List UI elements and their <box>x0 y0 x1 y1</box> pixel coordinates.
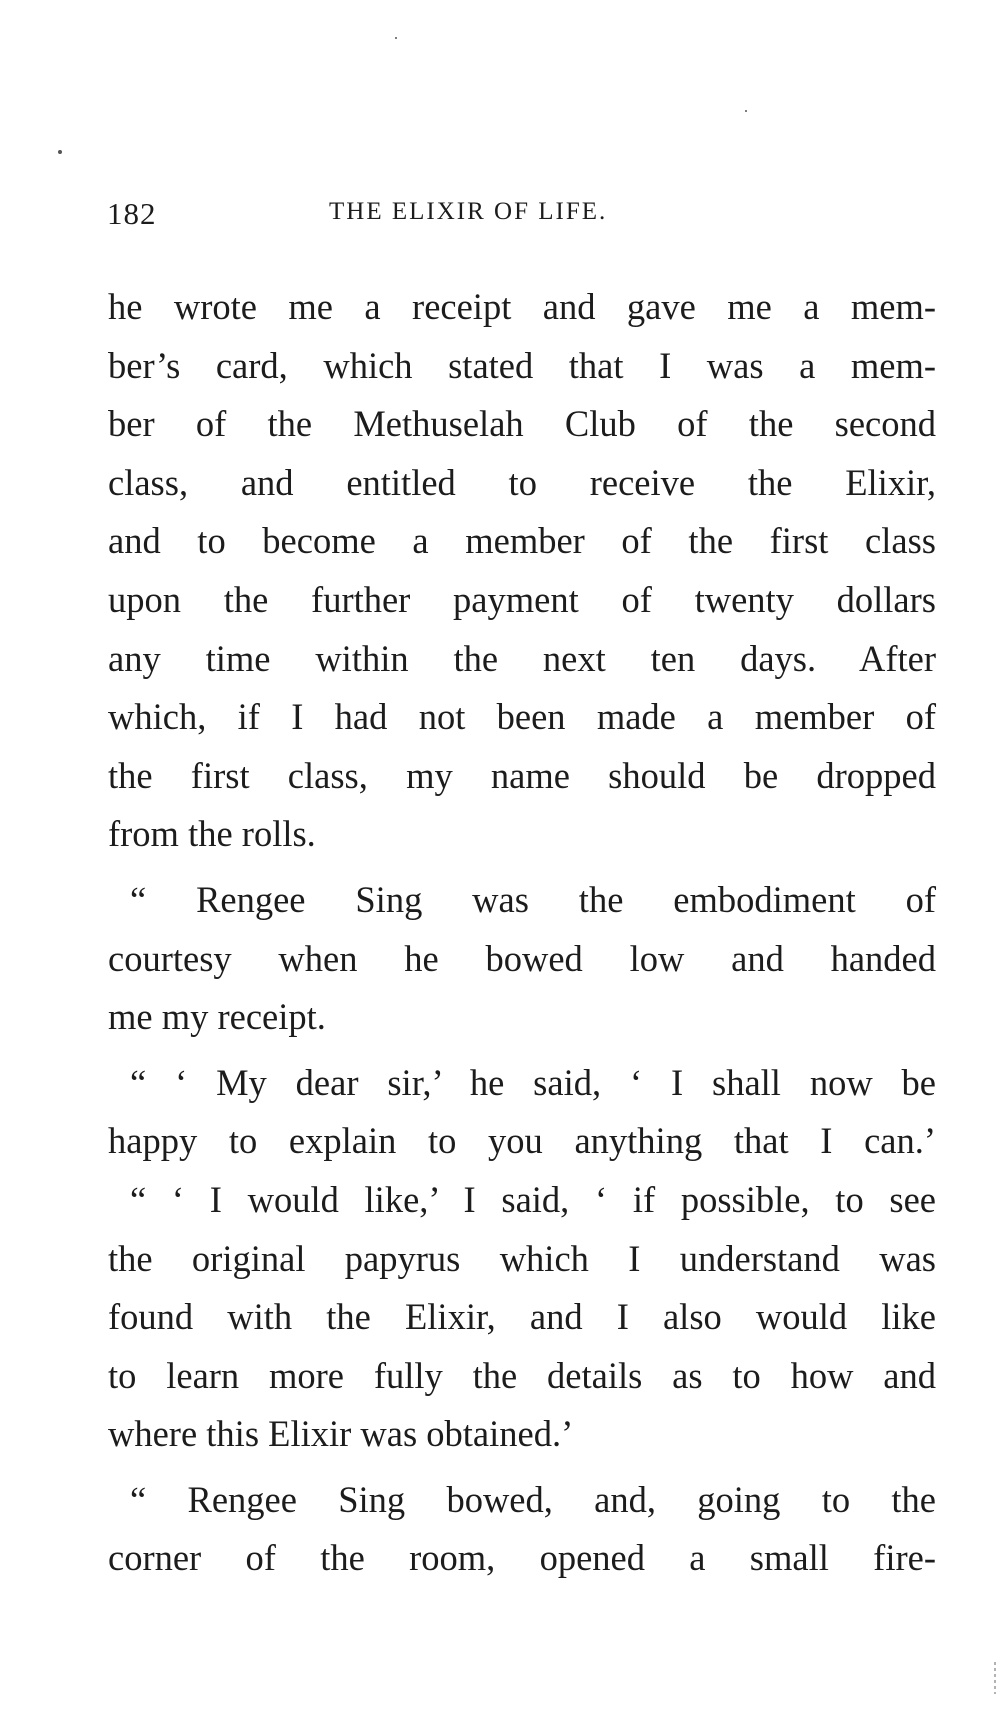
text-line: the first class, my name should be dropped <box>108 754 936 796</box>
text-line: me my receipt. <box>108 996 326 1038</box>
text-line: to learn more fully the details as to how and <box>108 1354 936 1396</box>
text-line: the original papyrus which I understand was <box>108 1237 936 1279</box>
paper-speck <box>745 110 747 112</box>
paragraph <box>108 1471 936 1588</box>
text-line: upon the further payment of twenty dollars <box>108 578 936 620</box>
paragraph <box>108 1054 936 1171</box>
text-line: “ ‘ My dear sir,’ he said, ‘ I shall now be <box>130 1061 936 1103</box>
body-text <box>108 278 936 1588</box>
text-line: found with the Elixir, and I also would like <box>108 1296 936 1338</box>
text-line: happy to explain to you anything that I can.’ <box>108 1120 936 1162</box>
text-line: any time within the next ten days. After <box>108 637 936 679</box>
text-line: “ Rengee Sing was the embodiment of <box>130 878 936 920</box>
text-line: ber’s card, which stated that I was a mem- <box>108 344 936 386</box>
text-line: “ Rengee Sing bowed, and, going to the <box>130 1478 936 1520</box>
page-number: 182 <box>107 196 157 231</box>
text-line: ber of the Methuselah Club of the second <box>108 403 936 445</box>
text-line: which, if I had not been made a member of <box>108 696 936 738</box>
paragraph <box>108 278 936 864</box>
text-line: where this Elixir was obtained.’ <box>108 1413 574 1455</box>
text-line: “ ‘ I would like,’ I said, ‘ if possible, to see <box>130 1178 936 1220</box>
text-line: corner of the room, opened a small fire- <box>108 1537 936 1579</box>
text-line: class, and entitled to receive the Elixir, <box>108 461 936 503</box>
text-line: courtesy when he bowed low and handed <box>108 937 936 979</box>
running-title: THE ELIXIR OF LIFE. <box>329 198 608 225</box>
page-edge-mark <box>992 1660 998 1696</box>
text-line: and to become a member of the first class <box>108 520 936 562</box>
text-line: from the rolls. <box>108 813 316 855</box>
paragraph <box>108 871 936 1047</box>
paragraph <box>108 1171 936 1464</box>
running-head <box>107 196 927 246</box>
paper-speck <box>58 150 62 154</box>
text-line: he wrote me a receipt and gave me a mem- <box>108 286 936 327</box>
paper-speck <box>395 37 397 39</box>
